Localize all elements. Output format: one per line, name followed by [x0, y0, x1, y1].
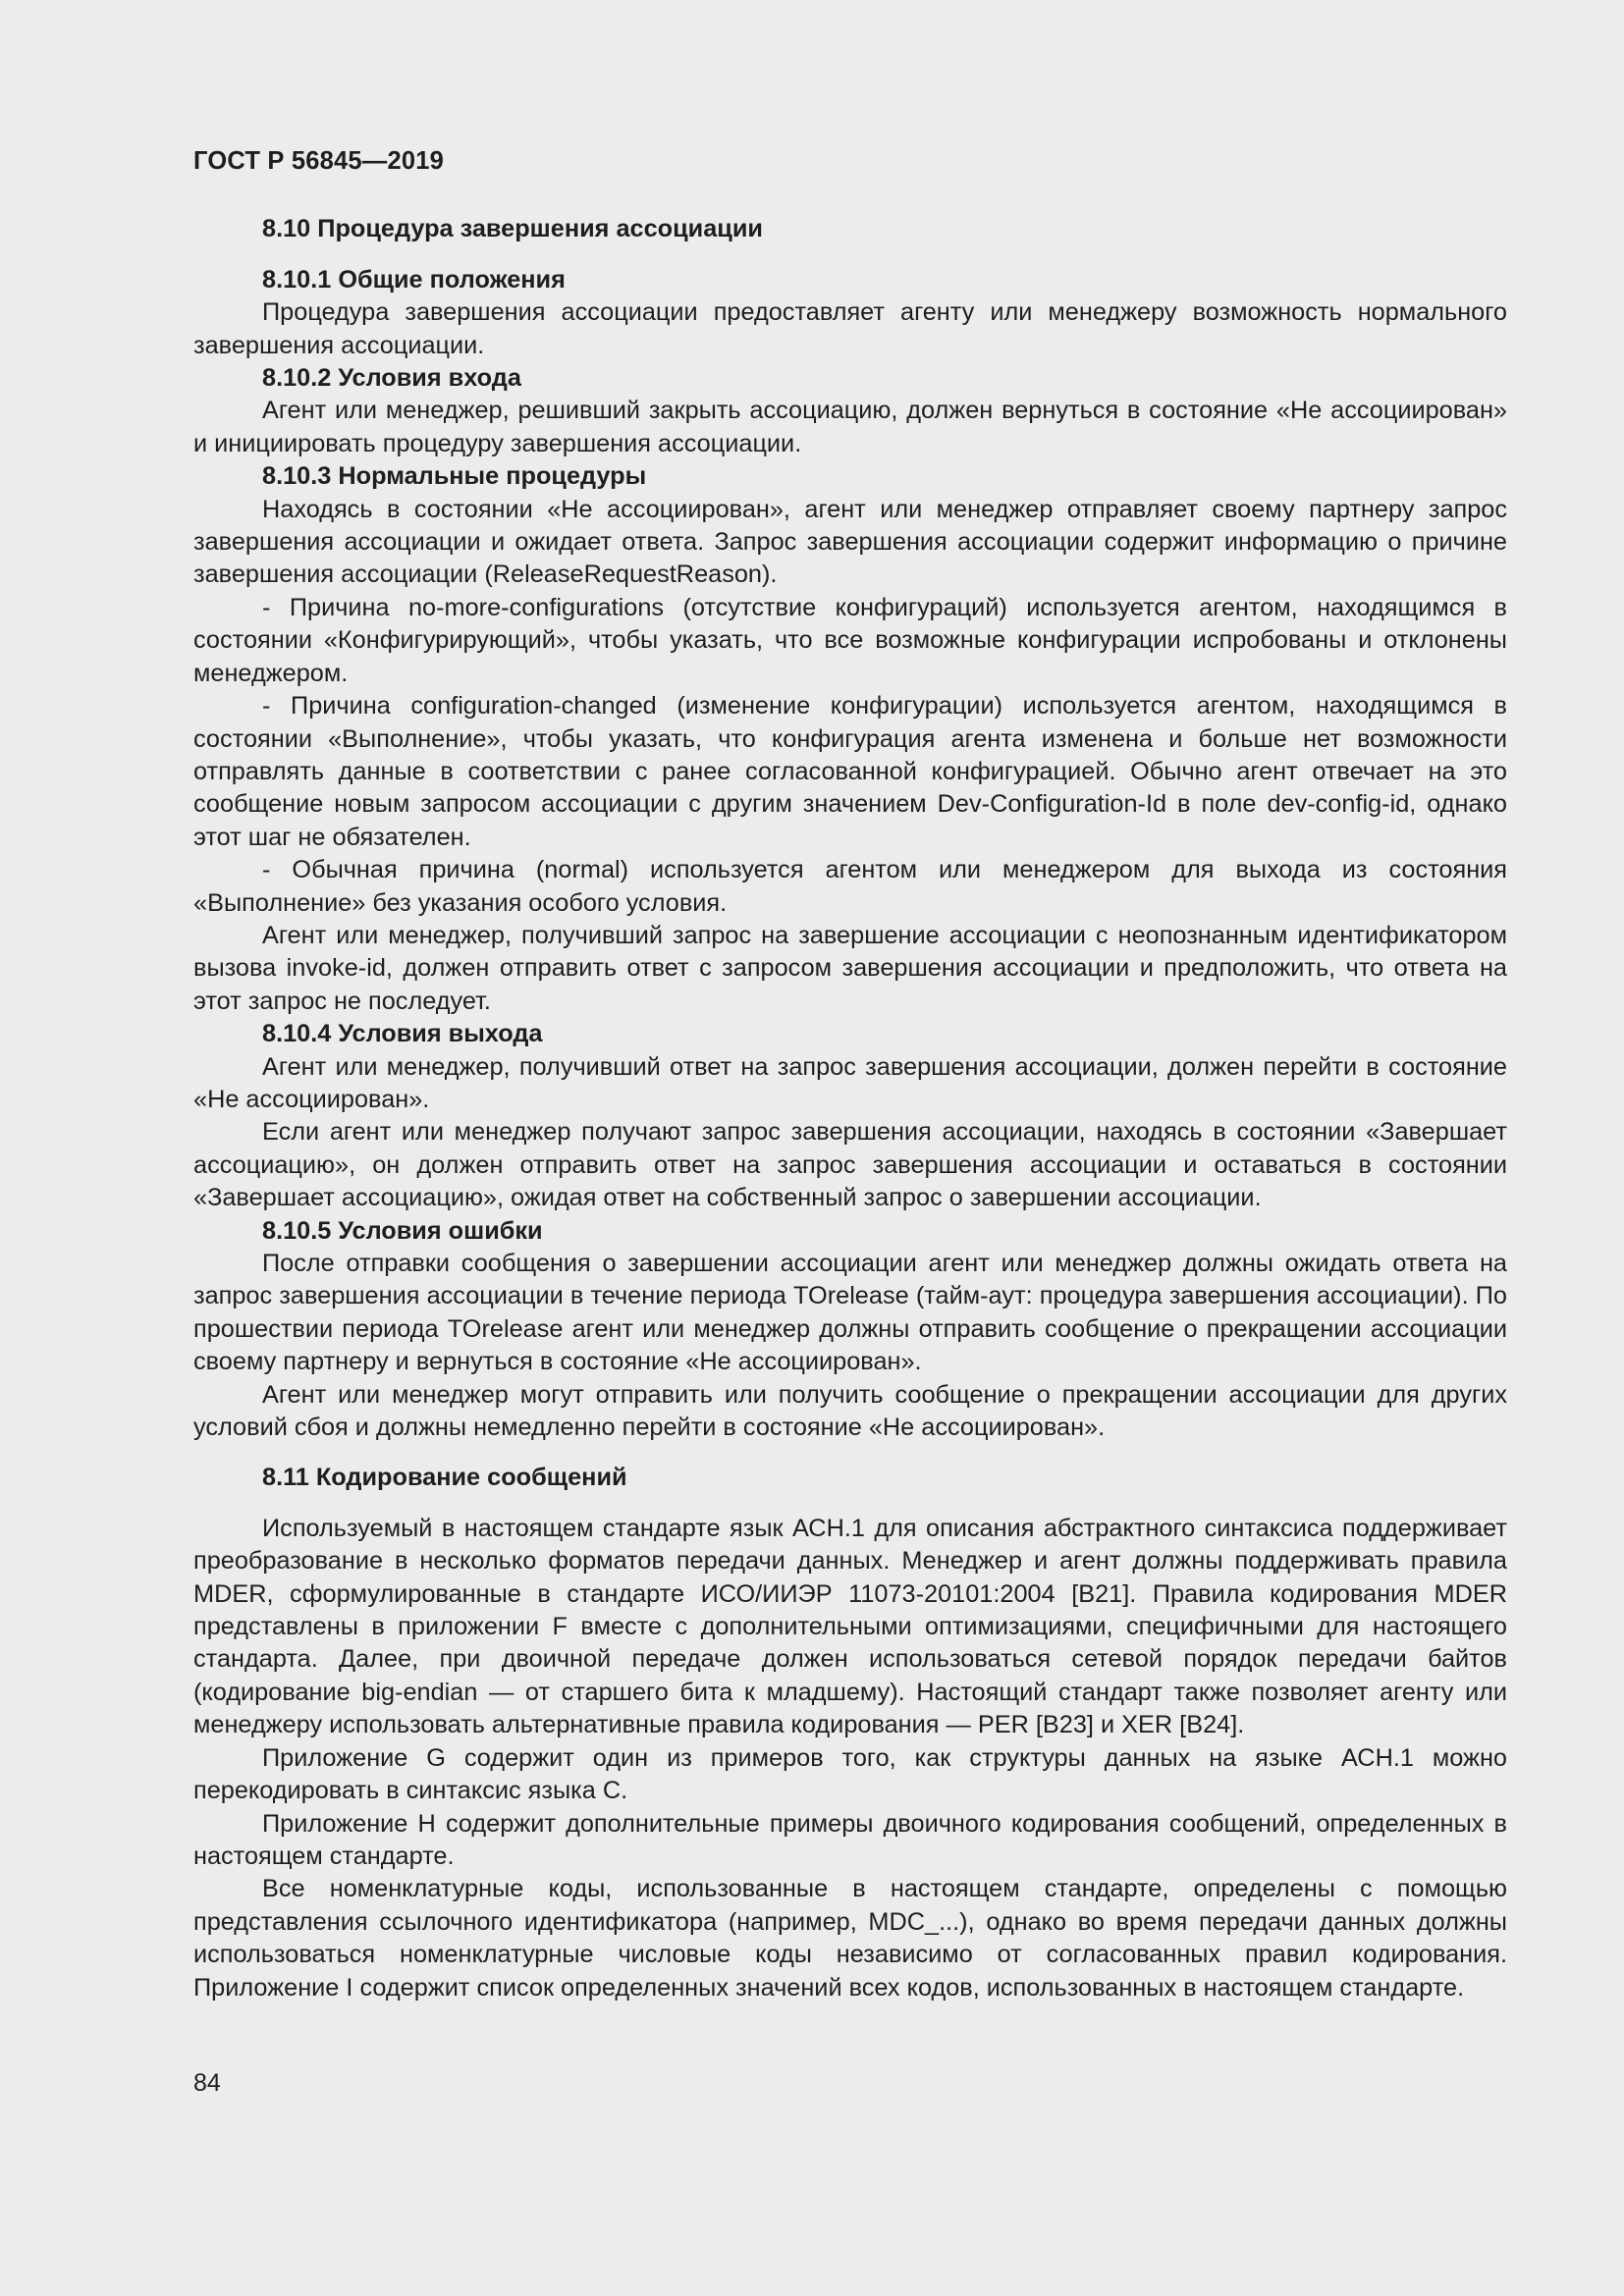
section-heading-8-10: 8.10 Процедура завершения ассоциации: [262, 215, 763, 243]
paragraph: Приложение G содержит один из примеров того, как структуры данных на языке АСН.1 можно перекодировать в синтаксис языка С.: [193, 1743, 1507, 1805]
section-heading-8-11: 8.11 Кодирование сообщений: [262, 1464, 627, 1492]
subsection-heading-8-10-5: 8.10.5 Условия ошибки: [262, 1216, 543, 1245]
paragraph: Приложение H содержит дополнительные примеры двоичного кодирования сообщений, определенных в настоящем стандарте.: [193, 1809, 1507, 1870]
paragraph: Агент или менеджер, решивший закрыть ассоциацию, должен вернуться в состояние «Не ассоциирован» и инициировать процедуру завершения ассоциации.: [193, 397, 1507, 457]
subsection-heading-8-10-3: 8.10.3 Нормальные процедуры: [262, 462, 647, 491]
paragraph: Используемый в настоящем стандарте язык АСН.1 для описания абстрактного синтаксиса поддерживает преобразование в несколько форматов передачи данных. Менеджер и агент должны поддерживать правила MDER, сформулированные в стандарте ИСО/ИИЭР 11073-20101:2004 [B21]. Правила кодирования MDER представлены в приложении F вместе с дополнительными оптимизациями, специфичными для настоящего стандарта. Далее, при двоичной передаче должен использоваться сетевой порядок передачи байтов (кодирование big-endian — от старшего бита к младшему). Настоящий стандарт также позволяет агенту или менеджеру использовать альтернативные правила кодирования — PER [B23] и XER [B24].: [193, 1514, 1507, 1739]
subsection-heading-8-10-1: 8.10.1 Общие положения: [262, 265, 566, 294]
list-item: - Причина no-more-configurations (отсутствие конфигураций) используется агентом, находящимся в состоянии «Конфигурирующий», чтобы указать, что все возможные конфигурации испробованы и отклонены менеджером.: [193, 593, 1507, 687]
paragraph: Процедура завершения ассоциации предоставляет агенту или менеджеру возможность нормального завершения ассоциации.: [193, 298, 1507, 359]
page-number: 84: [193, 2069, 221, 2097]
paragraph: Все номенклатурные коды, использованные в настоящем стандарте, определены с помощью представления ссылочного идентификатора (например, MDC_...), однако во время передачи данных должны использоваться номенклатурные числовые коды независимо от согласованных правил кодирования. Приложение I содержит список определенных значений всех кодов, использованных в настоящем стандарте.: [193, 1875, 1507, 2002]
paragraph: Находясь в состоянии «Не ассоциирован», агент или менеджер отправляет своему партнеру запрос завершения ассоциации и ожидает ответа. Запрос завершения ассоциации содержит информацию о причине завершения ассоциации (ReleaseRequestReason).: [193, 495, 1507, 589]
paragraph: Агент или менеджер, получивший ответ на запрос завершения ассоциации, должен перейти в состояние «Не ассоциирован».: [193, 1052, 1507, 1113]
paragraph: Если агент или менеджер получают запрос завершения ассоциации, находясь в состоянии «Завершает ассоциацию», он должен отправить ответ на запрос завершения ассоциации и оставаться в состоянии «Завершает ассоциацию», ожидая ответ на собственный запрос о завершении ассоциации.: [193, 1118, 1507, 1212]
document-id-header: ГОСТ Р 56845—2019: [193, 147, 445, 175]
list-item: - Причина configuration-changed (изменение конфигурации) используется агентом, находящимся в состоянии «Выполнение», чтобы указать, что конфигурация агента изменена и больше нет возможности отправлять данные в соответствии с ранее согласованной конфигурацией. Обычно агент отвечает на это сообщение новым запросом ассоциации с другим значением Dev-Configuration-Id в поле dev-config-id, однако этот шаг не обязателен.: [193, 692, 1507, 851]
document-page: [193, 145, 1507, 2004]
paragraph: Агент или менеджер могут отправить или получить сообщение о прекращении ассоциации для других условий сбоя и должны немедленно перейти в состояние «Не ассоциирован».: [193, 1380, 1507, 1442]
subsection-heading-8-10-4: 8.10.4 Условия выхода: [262, 1020, 543, 1048]
paragraph: После отправки сообщения о завершении ассоциации агент или менеджер должны ожидать ответа на запрос завершения ассоциации в течение периода TOrelease (тайм-аут: процедура завершения ассоциации). По прошествии периода TOrelease агент или менеджер должны отправить сообщение о прекращении ассоциации своему партнеру и вернуться в состояние «Не ассоциирован».: [193, 1250, 1507, 1376]
paragraph: Агент или менеджер, получивший запрос на завершение ассоциации с неопознанным идентификатором вызова invoke-id, должен отправить ответ с запросом завершения ассоциации и предположить, что ответа на этот запрос не последует.: [193, 921, 1507, 1015]
list-item: - Обычная причина (normal) используется агентом или менеджером для выхода из состояния «Выполнение» без указания особого условия.: [193, 856, 1507, 917]
subsection-heading-8-10-2: 8.10.2 Условия входа: [262, 364, 521, 393]
